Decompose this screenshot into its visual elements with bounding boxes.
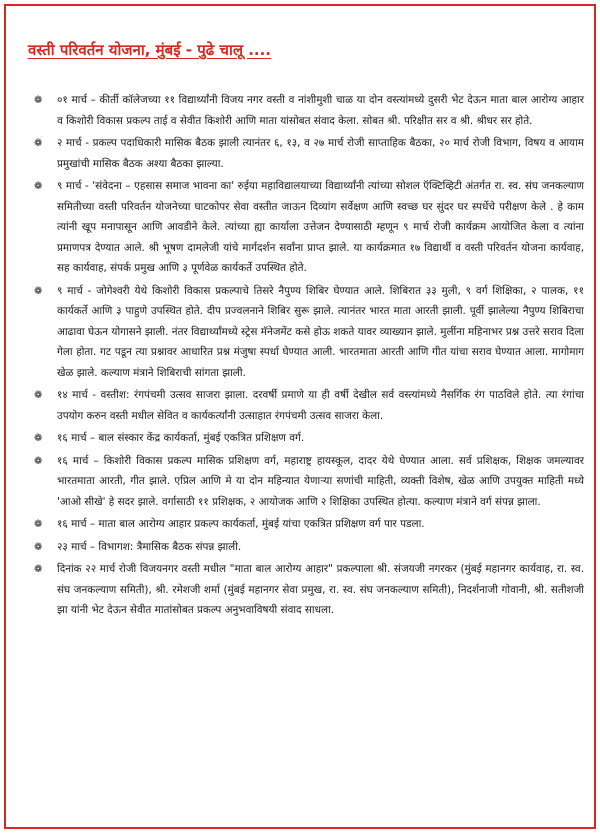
list-item-text: २ मार्च - प्रकल्प पदाधिकारी मासिक बैठक झाली त्यानंतर ६, १३, व २७ मार्च रोजी साप्ताहिक बैठका, २० मार्च रोजी विभाग, विषय व आयाम प्रमुखांची मासिक बैठक अश्या बैठका झाल्या. (57, 137, 584, 170)
flower-bullet-icon: ❁ (34, 285, 43, 297)
list-item (32, 90, 584, 131)
list-item-text: १६ मार्च – किशोरी विकास प्रकल्प मासिक प्रशिक्षण वर्ग, महाराष्ट्र हायस्कूल, दादर येथे घेण्यात आला. सर्व प्रशिक्षक, शिक्षक जमल्यावर भारतमाता आरती, गीत झाले. एप्रिल आणि मे या दोन महिन्यात येणाऱ्या सणांची माहिती, व्यक्ती विशेष, खेळ आणि उपयुक्त माहिती मध्ये 'आओ सीखे' हे सदर झाले. वर्गासाठी ११ प्रशिक्षक, २ आयोजक आणि २ शिक्षिका उपस्थित होत्या. कल्याण मंत्राने वर्ग संपन्न झाला. (57, 454, 584, 508)
flower-bullet-icon: ❁ (34, 390, 43, 401)
flower-bullet-icon: ❁ (34, 138, 43, 149)
list-item (32, 537, 584, 558)
flower-bullet-icon: ❁ (34, 455, 43, 467)
flower-bullet-icon: ❁ (34, 519, 43, 530)
list-item (32, 385, 584, 426)
list-item-text: ९ मार्च - जोगेश्वरी येथे किशोरी विकास प्रकल्पाचे तिसरे नैपुण्य शिबिर घेण्यात आले. शिबिरात ३३ मुली, ९ वर्ग शिक्षिका, २ पालक, ११ कार्यकर्ते आणि ३ पाहुणे उपस्थित होते. दीप प्रज्वलनाने शिबिर सुरू झाले. त्यानंतर भारत माता आरती झाली. पूर्वी झालेल्या नैपुण्य शिबिराचा आढावा घेऊन योगासने झाली. नंतर विद्यार्थ्यांमध्ये स्ट्रेस मॅनेजमेंट कसे होऊ शकते यावर व्याख्यान झाले. मुलींना महिनाभर प्रश्न उत्तरे सराव दिला गेला होता. गट पडून त्या प्रश्नावर आधारित प्रश्न मंजुषा स्पर्धा घेण्यात आली. भारतमाता आरती आणि गीत यांचा सराव घेण्यात आला. मागोमाग खेळ झाले. कल्याण मंत्राने शिबिराची सांगता झाली. (57, 284, 584, 379)
activity-list (32, 90, 584, 623)
list-item (32, 514, 584, 535)
flower-bullet-icon: ❁ (34, 541, 43, 553)
list-item-text: ९ मार्च - 'संवेदना – एहसास समाज भावना का' रुईया महाविद्यालयाच्या विद्यार्थ्यांनी त्यांच्या सोशल ऍक्टिव्हिटी अंतर्गत रा. स्व. संघ जनकल्याण समितीच्या वस्ती परिवर्तन योजनेच्या घाटकोपर सेवा वस्तीत जाऊन दिव्यांग सर्वेक्षण आणि स्वच्छ घर सुंदर घर स्पर्धेचे परीक्षण केले . हे काम त्यांनी खूप मनापासून आणि आवडीने केले. त्यांच्या ह्या कार्याला उत्तेजन देण्यासाठी म्हणून ९ मार्च रोजी कार्यक्रम आयोजित केला व त्यांना प्रमाणपत्र देण्यात आले. श्री भूषण दामलेजी यांचे मार्गदर्शन सर्वांना प्राप्त झाले. या कार्यक्रमात १७ विद्यार्थी व वस्ती परिवर्तन योजना कार्यवाह, सह कार्यवाह, संपर्क प्रमुख आणि ३ पूर्णवेळ कार्यकर्ते उपस्थित होते. (57, 180, 584, 274)
list-item (32, 428, 584, 449)
flower-bullet-icon: ❁ (34, 564, 43, 575)
list-item-text: १६ मार्च – माता बाल आरोग्य आहार प्रकल्प कार्यकर्ता, मुंबई यांचा एकत्रित प्रशिक्षण वर्ग पार पडला. (57, 518, 425, 530)
page-title: वस्ती परिवर्तन योजना, मुंबई - पुढे चालू .... (28, 41, 272, 59)
list-item-text: ०१ मार्च – कीर्ती कॉलेजच्या ११ विद्यार्थ्यांनी विजय नगर वस्ती व नांशीमुशी चाळ या दोन वस्त्यांमध्ये दुसरी भेट देऊन माता बाल आरोग्य आहार व किशोरी विकास प्रकल्प ताई व सेवीत किशोरी आणि माता यांसोबत संवाद केला. सोबत श्री. परिक्षीत सर व श्री. श्रीधर सर होते. (57, 94, 584, 127)
list-item (32, 281, 584, 384)
flower-bullet-icon: ❁ (34, 181, 43, 192)
list-item-text: १४ मार्च - वस्तीश: रंगपंचमी उत्सव साजरा झाला. दरवर्षी प्रमाणे या ही वर्षी देखील सर्व वस्त्यांमध्ये नैसर्गिक रंग पाठविले होते. त्या रंगांचा उपयोग करुन वस्ती मधील सेवित व कार्यकर्त्यांनी उत्साहात रंगपंचमी उत्सव साजरा केला. (57, 389, 584, 422)
list-item-text: दिनांक २२ मार्च रोजी विजयनगर वस्ती मधील "माता बाल आरोग्य आहार" प्रकल्पाला श्री. संजयजी नगरकर (मुंबई महानगर कार्यवाह, रा. स्व. संघ जनकल्याण समिती), श्री. रमेशजी शर्मा (मुंबई महानगर सेवा प्रमुख, रा. स्व. संघ जनकल्याण समिती), निदर्शनाजी गोवानी, श्री. सतीशजी झा यांनी भेट देऊन सेवीत मातांसोबत प्रकल्प अनुभवाविषयी संवाद साधला. (57, 563, 584, 616)
list-item (32, 133, 584, 174)
list-item-text: १६ मार्च – बाल संस्कार केंद्र कार्यकर्ता, मुंबई एकत्रित प्रशिक्षण वर्ग. (57, 432, 305, 444)
list-item (32, 451, 584, 513)
flower-bullet-icon: ❁ (34, 433, 43, 444)
document-page (4, 4, 596, 829)
list-item (32, 559, 584, 621)
list-item (32, 176, 584, 279)
flower-bullet-icon: ❁ (34, 95, 43, 106)
list-item-text: २३ मार्च – विभागश: त्रैमासिक बैठक संपन्न झाली. (57, 540, 242, 553)
